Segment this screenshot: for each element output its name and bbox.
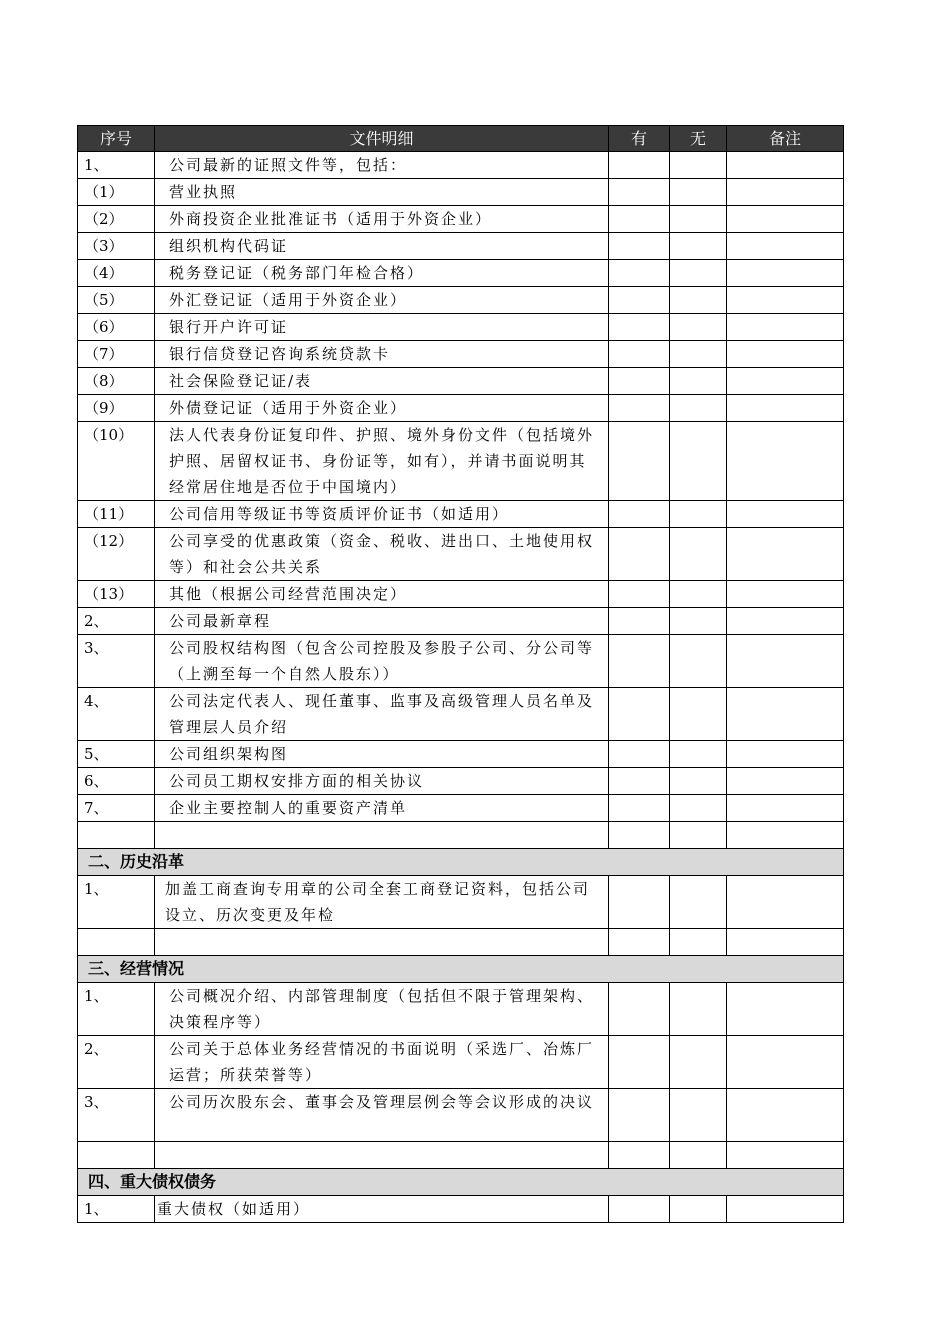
none-cell	[670, 983, 727, 1036]
empty-cell	[155, 929, 609, 956]
empty-cell	[727, 822, 844, 849]
empty-cell	[155, 1142, 609, 1169]
have-cell	[609, 768, 670, 795]
document-checklist-table	[77, 125, 844, 1223]
row-description: 加盖工商查询专用章的公司全套工商登记资料，包括公司设立、历次变更及年检	[155, 876, 609, 929]
have-cell	[609, 501, 670, 528]
have-cell	[609, 260, 670, 287]
remark-cell	[727, 152, 844, 179]
row-number: 3、	[78, 635, 155, 688]
row-description: 其他（根据公司经营范围决定）	[155, 581, 609, 608]
empty-row	[78, 929, 844, 956]
row-description: 公司股权结构图（包含公司控股及参股子公司、分公司等（上溯至每一个自然人股东））	[155, 635, 609, 688]
row-number: （8）	[78, 368, 155, 395]
row-number: （9）	[78, 395, 155, 422]
remark-cell	[727, 608, 844, 635]
row-number: 1、	[78, 152, 155, 179]
empty-cell	[609, 822, 670, 849]
remark-cell	[727, 688, 844, 741]
row-number: 7、	[78, 795, 155, 822]
remark-cell	[727, 368, 844, 395]
row-number: （12）	[78, 528, 155, 581]
remark-cell	[727, 206, 844, 233]
section-title: 四、重大债权债务	[78, 1169, 844, 1196]
row-description: 社会保险登记证/表	[155, 368, 609, 395]
row-description: 外汇登记证（适用于外资企业）	[155, 287, 609, 314]
none-cell	[670, 1196, 727, 1223]
section-title: 二、历史沿革	[78, 849, 844, 876]
row-number: 6、	[78, 768, 155, 795]
row-description: 公司历次股东会、董事会及管理层例会等会议形成的决议	[155, 1089, 609, 1142]
have-cell	[609, 152, 670, 179]
none-cell	[670, 795, 727, 822]
empty-row	[78, 1142, 844, 1169]
table-header-row	[78, 126, 844, 152]
table-row	[78, 206, 844, 233]
remark-cell	[727, 795, 844, 822]
have-cell	[609, 368, 670, 395]
remark-cell	[727, 501, 844, 528]
have-cell	[609, 1036, 670, 1089]
none-cell	[670, 1036, 727, 1089]
table-row	[78, 260, 844, 287]
row-description: 组织机构代码证	[155, 233, 609, 260]
none-cell	[670, 341, 727, 368]
remark-cell	[727, 876, 844, 929]
none-cell	[670, 501, 727, 528]
empty-cell	[609, 929, 670, 956]
none-cell	[670, 1089, 727, 1142]
row-description: 重大债权（如适用）	[155, 1196, 609, 1223]
section-heading-row	[78, 1169, 844, 1196]
table-row	[78, 341, 844, 368]
header-detail: 文件明细	[155, 126, 609, 152]
table-row	[78, 501, 844, 528]
remark-cell	[727, 341, 844, 368]
row-number: 2、	[78, 1036, 155, 1089]
have-cell	[609, 741, 670, 768]
table-row	[78, 422, 844, 501]
table-row	[78, 1089, 844, 1142]
none-cell	[670, 314, 727, 341]
have-cell	[609, 983, 670, 1036]
remark-cell	[727, 581, 844, 608]
header-have: 有	[609, 126, 670, 152]
row-number: 5、	[78, 741, 155, 768]
none-cell	[670, 395, 727, 422]
row-number: （10）	[78, 422, 155, 501]
row-description: 公司关于总体业务经营情况的书面说明（采选厂、冶炼厂运营；所获荣誉等）	[155, 1036, 609, 1089]
row-description: 税务登记证（税务部门年检合格）	[155, 260, 609, 287]
row-number: （2）	[78, 206, 155, 233]
remark-cell	[727, 768, 844, 795]
row-number: （7）	[78, 341, 155, 368]
table-row	[78, 179, 844, 206]
empty-row	[78, 822, 844, 849]
remark-cell	[727, 287, 844, 314]
have-cell	[609, 581, 670, 608]
remark-cell	[727, 1036, 844, 1089]
row-number: （4）	[78, 260, 155, 287]
table-row	[78, 368, 844, 395]
have-cell	[609, 876, 670, 929]
empty-cell	[670, 929, 727, 956]
row-description: 外商投资企业批准证书（适用于外资企业）	[155, 206, 609, 233]
remark-cell	[727, 233, 844, 260]
have-cell	[609, 795, 670, 822]
table-body	[78, 152, 844, 1223]
empty-cell	[78, 1142, 155, 1169]
none-cell	[670, 422, 727, 501]
empty-cell	[155, 822, 609, 849]
row-description: 营业执照	[155, 179, 609, 206]
remark-cell	[727, 260, 844, 287]
row-number: 4、	[78, 688, 155, 741]
section-heading-row	[78, 849, 844, 876]
table-row	[78, 635, 844, 688]
none-cell	[670, 287, 727, 314]
table-row	[78, 152, 844, 179]
table-row	[78, 1196, 844, 1223]
remark-cell	[727, 635, 844, 688]
row-description: 公司概况介绍、内部管理制度（包括但不限于管理架构、决策程序等）	[155, 983, 609, 1036]
remark-cell	[727, 179, 844, 206]
have-cell	[609, 422, 670, 501]
row-description: 公司最新的证照文件等，包括：	[155, 152, 609, 179]
row-number: （13）	[78, 581, 155, 608]
none-cell	[670, 688, 727, 741]
table-row	[78, 688, 844, 741]
remark-cell	[727, 1089, 844, 1142]
none-cell	[670, 528, 727, 581]
remark-cell	[727, 422, 844, 501]
empty-cell	[670, 822, 727, 849]
table-row	[78, 314, 844, 341]
row-description: 银行信贷登记咨询系统贷款卡	[155, 341, 609, 368]
table-row	[78, 741, 844, 768]
have-cell	[609, 395, 670, 422]
none-cell	[670, 768, 727, 795]
have-cell	[609, 528, 670, 581]
row-description: 公司法定代表人、现任董事、监事及高级管理人员名单及管理层人员介绍	[155, 688, 609, 741]
have-cell	[609, 287, 670, 314]
have-cell	[609, 1196, 670, 1223]
table-row	[78, 581, 844, 608]
none-cell	[670, 206, 727, 233]
empty-cell	[727, 1142, 844, 1169]
table-row	[78, 395, 844, 422]
row-description: 公司信用等级证书等资质评价证书（如适用）	[155, 501, 609, 528]
row-number: 1、	[78, 983, 155, 1036]
table-row	[78, 795, 844, 822]
empty-cell	[670, 1142, 727, 1169]
row-description: 银行开户许可证	[155, 314, 609, 341]
have-cell	[609, 608, 670, 635]
row-number: （3）	[78, 233, 155, 260]
none-cell	[670, 260, 727, 287]
none-cell	[670, 368, 727, 395]
remark-cell	[727, 741, 844, 768]
remark-cell	[727, 528, 844, 581]
row-description: 公司最新章程	[155, 608, 609, 635]
remark-cell	[727, 983, 844, 1036]
have-cell	[609, 635, 670, 688]
table-row	[78, 1036, 844, 1089]
row-number: （5）	[78, 287, 155, 314]
remark-cell	[727, 395, 844, 422]
row-number: 3、	[78, 1089, 155, 1142]
none-cell	[670, 179, 727, 206]
remark-cell	[727, 314, 844, 341]
none-cell	[670, 635, 727, 688]
have-cell	[609, 1089, 670, 1142]
table-row	[78, 233, 844, 260]
row-description: 公司组织架构图	[155, 741, 609, 768]
have-cell	[609, 314, 670, 341]
have-cell	[609, 179, 670, 206]
none-cell	[670, 876, 727, 929]
section-title: 三、经营情况	[78, 956, 844, 983]
empty-cell	[727, 929, 844, 956]
header-none: 无	[670, 126, 727, 152]
row-number: 1、	[78, 1196, 155, 1223]
table-row	[78, 983, 844, 1036]
have-cell	[609, 206, 670, 233]
none-cell	[670, 741, 727, 768]
row-description: 公司享受的优惠政策（资金、税收、进出口、土地使用权等）和社会公共关系	[155, 528, 609, 581]
header-seq: 序号	[78, 126, 155, 152]
row-number: 2、	[78, 608, 155, 635]
have-cell	[609, 341, 670, 368]
row-description: 企业主要控制人的重要资产清单	[155, 795, 609, 822]
header-remark: 备注	[727, 126, 844, 152]
none-cell	[670, 152, 727, 179]
row-description: 法人代表身份证复印件、护照、境外身份文件（包括境外护照、居留权证书、身份证等，如有），并请书面说明其经常居住地是否位于中国境内）	[155, 422, 609, 501]
none-cell	[670, 581, 727, 608]
have-cell	[609, 688, 670, 741]
table-row	[78, 287, 844, 314]
row-number: （11）	[78, 501, 155, 528]
table-row	[78, 876, 844, 929]
row-description: 外债登记证（适用于外资企业）	[155, 395, 609, 422]
table-row	[78, 608, 844, 635]
empty-cell	[609, 1142, 670, 1169]
empty-cell	[78, 929, 155, 956]
remark-cell	[727, 1196, 844, 1223]
none-cell	[670, 608, 727, 635]
none-cell	[670, 233, 727, 260]
row-number: 1、	[78, 876, 155, 929]
table-row	[78, 768, 844, 795]
have-cell	[609, 233, 670, 260]
row-number: （1）	[78, 179, 155, 206]
section-heading-row	[78, 956, 844, 983]
empty-cell	[78, 822, 155, 849]
table-row	[78, 528, 844, 581]
row-number: （6）	[78, 314, 155, 341]
row-description: 公司员工期权安排方面的相关协议	[155, 768, 609, 795]
